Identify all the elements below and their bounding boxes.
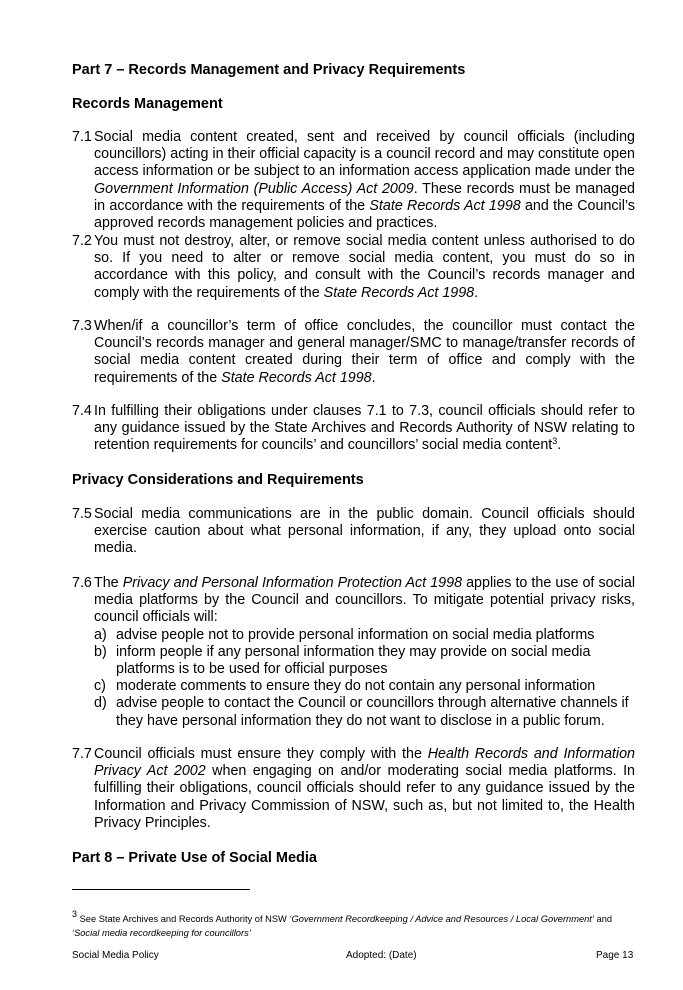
clause-number: 7.2 — [72, 233, 92, 249]
footnote-reference: 3 — [552, 436, 558, 447]
clause-number: 7.4 — [72, 403, 92, 419]
footer-page-number: Page 13 — [596, 950, 634, 961]
footnote-separator — [72, 889, 250, 890]
clause-7-7 — [72, 746, 635, 832]
clause-7-3 — [72, 318, 635, 387]
clause-7-1 — [72, 129, 635, 232]
clause-number: 7.3 — [72, 318, 92, 334]
footer-document-title: Social Media Policy — [72, 950, 159, 961]
clause-7-4 — [72, 403, 635, 455]
footer-adopted-date: Adopted: (Date) — [346, 950, 417, 961]
clause-text: You must not destroy, alter, or remove social media content unless authorised to do so. If you need to alter or remove social media content, you must do so in accordance with this policy, and consult with the Council’s records manager and comply with the requirements of the State Records Act 1998. — [94, 233, 635, 301]
clause-text: Social media communications are in the public domain. Council officials should exercise caution about what personal information, if any, they upload onto social media. — [94, 506, 635, 557]
clause-7-2 — [72, 233, 635, 302]
clause-number: 7.7 — [72, 746, 92, 762]
list-item: b) inform people if any personal information they may provide on social media platforms is to be used for official purposes — [94, 643, 591, 678]
part-8-heading: Part 8 – Private Use of Social Media — [72, 850, 317, 866]
records-management-heading: Records Management — [72, 96, 223, 112]
list-item: d) advise people to contact the Council or councillors through alternative channels if they have personal information they do not want to disclose in a public forum. — [94, 695, 629, 729]
clause-text: When/if a councillor’s term of office concludes, the councillor must contact the Council’s records manager and general manager/SMC to manage/transfer records of social media content created during their term of office and comply with the requirements of the State Records Act 1998. — [94, 318, 635, 386]
clause-text: The Privacy and Personal Information Protection Act 1998 applies to the use of social media platforms by the Council and councillors. To mitigate potential privacy risks, council officials will: — [94, 575, 636, 626]
footnote: $^3$ See State Archives and Records Authority of NSW ‘Government Recordkeeping / Advice and Resources / Local Government’ and ‘Social media recordkeeping for councillors’ — [72, 909, 613, 938]
footnote-mark: 3 — [72, 909, 78, 919]
clause-7-5 — [72, 506, 635, 558]
clause-text: Council officials must ensure they comply with the Health Records and Information Privacy Act 2002 when engaging on and/or moderating social media platforms. In fulfilling their obligations, council officials should refer to any guidance issued by the Information and Privacy Commission of NSW, such as, but not limited to, the Health Privacy Principles. — [94, 746, 635, 831]
clause-number: 7.6 — [72, 575, 92, 591]
privacy-heading: Privacy Considerations and Requirements — [72, 472, 364, 488]
clause-number: 7.5 — [72, 506, 92, 522]
list-item: c) moderate comments to ensure they do not contain any personal information — [94, 678, 596, 695]
clause-text: Social media content created, sent and received by council officials (including councillors) acting in their official capacity is a council record and may constitute open access information or be subject to an information access application made under the Government Information (Public Access) Act 2009. These records must be managed in accordance with the requirements of the State Records Act 1998 and the Council’s approved records management policies and practices. — [94, 129, 635, 232]
clause-text: In fulfilling their obligations under clauses 7.1 to 7.3, council officials should refer to any guidance issued by the State Archives and Records Authority of NSW relating to retention requirements for councils’ and councillors’ social media content$^3$. — [94, 403, 635, 454]
clause-7-6-list — [72, 627, 635, 730]
clause-number: 7.1 — [72, 129, 92, 145]
part-7-heading: Part 7 – Records Management and Privacy Requirements — [72, 62, 466, 78]
clause-7-6 — [72, 575, 635, 730]
list-item: a) advise people not to provide personal information on social media platforms — [94, 626, 595, 643]
